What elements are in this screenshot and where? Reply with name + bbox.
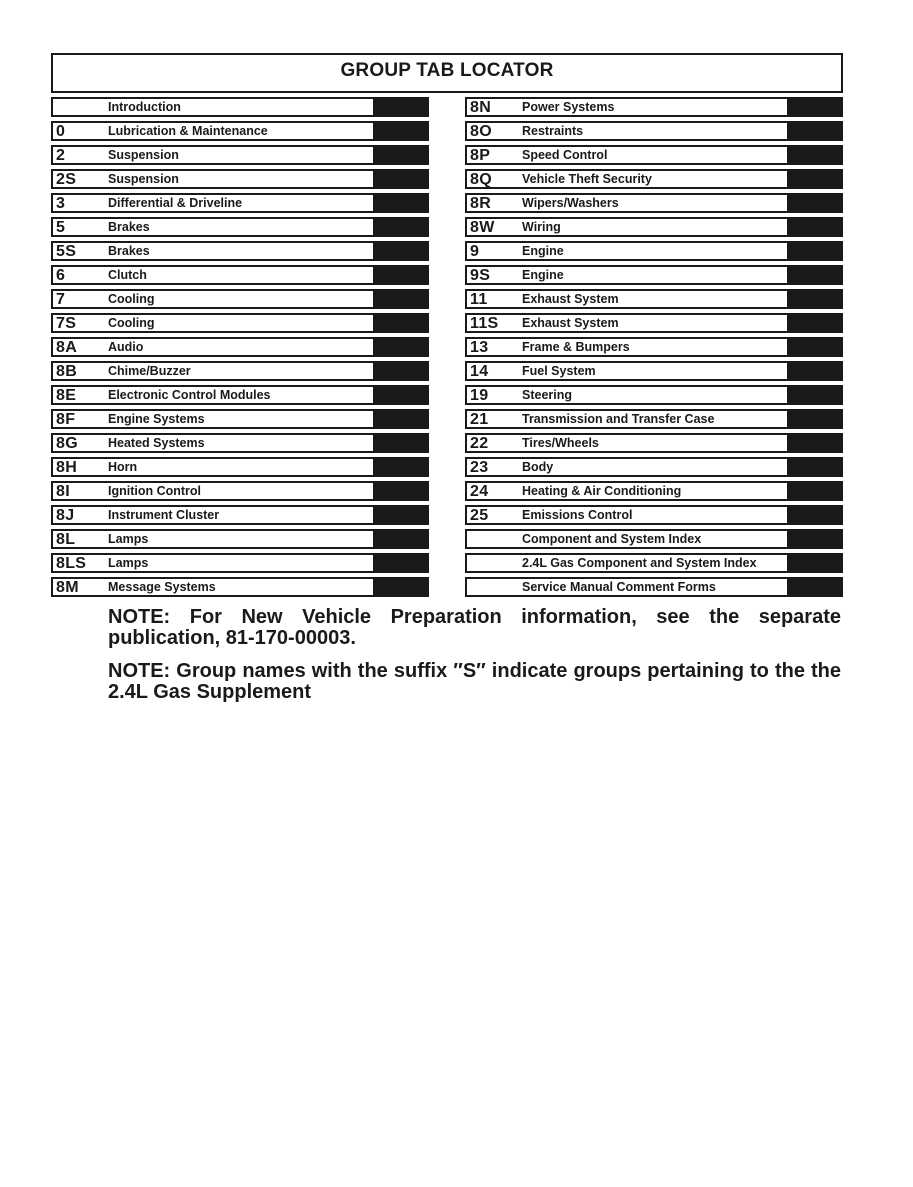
- black-tab-marker: [373, 289, 427, 309]
- black-tab-marker: [373, 97, 427, 117]
- black-tab-marker: [373, 505, 427, 525]
- group-label: Electronic Control Modules: [108, 388, 271, 402]
- group-label: Emissions Control: [522, 508, 633, 522]
- black-tab-marker: [373, 313, 427, 333]
- tab-row[interactable]: [51, 577, 429, 597]
- group-code: 8J: [56, 507, 75, 524]
- tab-row[interactable]: [465, 409, 843, 429]
- black-tab-marker: [373, 433, 427, 453]
- group-label: Brakes: [108, 244, 150, 258]
- black-tab-marker: [787, 193, 841, 213]
- title-box: [51, 53, 843, 93]
- tab-row[interactable]: [465, 121, 843, 141]
- black-tab-marker: [373, 361, 427, 381]
- group-code: 19: [470, 387, 489, 404]
- group-code: 5S: [56, 243, 77, 260]
- group-code: 8N: [470, 99, 492, 116]
- tab-row[interactable]: [51, 217, 429, 237]
- group-code: 11S: [470, 315, 499, 332]
- black-tab-marker: [373, 193, 427, 213]
- group-label: Differential & Driveline: [108, 196, 243, 210]
- page-title: GROUP TAB LOCATOR: [340, 60, 554, 81]
- group-label: Lamps: [108, 532, 149, 546]
- group-code: 8E: [56, 387, 77, 404]
- group-label: Wiring: [522, 220, 561, 234]
- tab-row[interactable]: [465, 193, 843, 213]
- group-code: 2: [56, 147, 66, 164]
- black-tab-marker: [787, 217, 841, 237]
- group-code: 5: [56, 219, 66, 236]
- group-label: Lamps: [108, 556, 149, 570]
- group-label: Frame & Bumpers: [522, 340, 630, 354]
- tab-row[interactable]: [51, 457, 429, 477]
- black-tab-marker: [787, 385, 841, 405]
- group-code: 22: [470, 435, 489, 452]
- black-tab-marker: [373, 169, 427, 189]
- black-tab-marker: [373, 337, 427, 357]
- tab-row[interactable]: [51, 337, 429, 357]
- group-label: Exhaust System: [522, 292, 619, 306]
- group-code: 8LS: [56, 555, 87, 572]
- note-suffix-s: NOTE: Group names with the suffix ″S″ indicate groups pertaining to the the 2.4L Gas Supplement: [108, 660, 841, 703]
- group-label: Fuel System: [522, 364, 596, 378]
- tab-row[interactable]: [465, 385, 843, 405]
- group-code: 24: [470, 483, 489, 500]
- black-tab-marker: [787, 361, 841, 381]
- black-tab-marker: [787, 505, 841, 525]
- group-code: 8L: [56, 531, 76, 548]
- tab-row[interactable]: [51, 313, 429, 333]
- tab-row[interactable]: [51, 409, 429, 429]
- tab-row[interactable]: [51, 121, 429, 141]
- group-label: Heating & Air Conditioning: [522, 484, 682, 498]
- tab-row[interactable]: [465, 289, 843, 309]
- group-code: 2S: [56, 171, 77, 188]
- black-tab-marker: [373, 409, 427, 429]
- black-tab-marker: [787, 241, 841, 261]
- group-code: 0: [56, 123, 66, 140]
- black-tab-marker: [787, 313, 841, 333]
- black-tab-marker: [373, 217, 427, 237]
- tab-row[interactable]: [465, 433, 843, 453]
- group-label: 2.4L Gas Component and System Index: [522, 556, 757, 570]
- group-code: 6: [56, 267, 66, 284]
- group-label: Message Systems: [108, 580, 216, 594]
- black-tab-marker: [787, 97, 841, 117]
- group-label: Engine Systems: [108, 412, 205, 426]
- tab-row[interactable]: [51, 169, 429, 189]
- group-code: 8F: [56, 411, 76, 428]
- tab-row[interactable]: [51, 241, 429, 261]
- black-tab-marker: [787, 265, 841, 285]
- tab-row[interactable]: [51, 553, 429, 573]
- group-code: 8M: [56, 579, 79, 596]
- tab-row[interactable]: [465, 169, 843, 189]
- black-tab-marker: [787, 433, 841, 453]
- tab-row[interactable]: [51, 433, 429, 453]
- group-code: 9S: [470, 267, 491, 284]
- group-label: Service Manual Comment Forms: [522, 580, 716, 594]
- group-code: 9: [470, 243, 480, 260]
- tab-row[interactable]: [465, 97, 843, 117]
- group-code: 8I: [56, 483, 70, 500]
- black-tab-marker: [787, 337, 841, 357]
- group-label: Body: [522, 460, 554, 474]
- group-label: Introduction: [108, 100, 181, 114]
- group-label: Instrument Cluster: [108, 508, 220, 522]
- black-tab-marker: [787, 529, 841, 549]
- black-tab-marker: [373, 553, 427, 573]
- group-label: Heated Systems: [108, 436, 205, 450]
- black-tab-marker: [787, 577, 841, 597]
- black-tab-marker: [787, 169, 841, 189]
- group-label: Horn: [108, 460, 138, 474]
- group-label: Ignition Control: [108, 484, 202, 498]
- group-label: Tires/Wheels: [522, 436, 599, 450]
- group-code: 8Q: [470, 171, 492, 188]
- group-label: Restraints: [522, 124, 584, 138]
- tab-row[interactable]: [465, 265, 843, 285]
- tab-row[interactable]: [51, 97, 429, 117]
- group-code: 14: [470, 363, 489, 380]
- tab-row[interactable]: [465, 553, 843, 573]
- group-code: 8H: [56, 459, 78, 476]
- black-tab-marker: [373, 241, 427, 261]
- group-label: Cooling: [108, 292, 155, 306]
- tab-row[interactable]: [51, 529, 429, 549]
- group-label: Steering: [522, 388, 573, 402]
- tab-row[interactable]: [465, 241, 843, 261]
- tab-row[interactable]: [51, 481, 429, 501]
- black-tab-marker: [787, 145, 841, 165]
- tab-row[interactable]: [465, 577, 843, 597]
- group-label: Component and System Index: [522, 532, 702, 546]
- tab-row[interactable]: [465, 361, 843, 381]
- group-code: 3: [56, 195, 66, 212]
- group-code: 23: [470, 459, 489, 476]
- group-label: Brakes: [108, 220, 150, 234]
- black-tab-marker: [373, 529, 427, 549]
- group-label: Suspension: [108, 172, 179, 186]
- tab-row[interactable]: [465, 529, 843, 549]
- black-tab-marker: [787, 289, 841, 309]
- black-tab-marker: [787, 553, 841, 573]
- tab-row[interactable]: [465, 457, 843, 477]
- group-code: 8W: [470, 219, 495, 236]
- tab-row[interactable]: [465, 337, 843, 357]
- group-code: 7: [56, 291, 66, 308]
- group-label: Engine: [522, 244, 564, 258]
- group-code: 21: [470, 411, 489, 428]
- right-tab-column: [465, 97, 843, 601]
- black-tab-marker: [373, 481, 427, 501]
- black-tab-marker: [373, 145, 427, 165]
- notes-section: [108, 607, 841, 715]
- group-label: Audio: [108, 340, 144, 354]
- group-label: Exhaust System: [522, 316, 619, 330]
- note-vehicle-preparation: NOTE: For New Vehicle Preparation information, see the separate publication, 81-170-00003.: [108, 606, 841, 649]
- black-tab-marker: [373, 457, 427, 477]
- tab-row[interactable]: [465, 481, 843, 501]
- group-code: 7S: [56, 315, 77, 332]
- group-label: Suspension: [108, 148, 179, 162]
- group-label: Wipers/Washers: [522, 196, 619, 210]
- black-tab-marker: [787, 481, 841, 501]
- group-code: 8G: [56, 435, 78, 452]
- tab-row[interactable]: [465, 505, 843, 525]
- group-code: 8B: [56, 363, 78, 380]
- group-label: Vehicle Theft Security: [522, 172, 652, 186]
- group-code: 8P: [470, 147, 491, 164]
- black-tab-marker: [373, 577, 427, 597]
- group-code: 8O: [470, 123, 492, 140]
- group-code: 8A: [56, 339, 78, 356]
- tab-row[interactable]: [51, 193, 429, 213]
- tab-row[interactable]: [51, 505, 429, 525]
- group-label: Power Systems: [522, 100, 615, 114]
- group-label: Speed Control: [522, 148, 608, 162]
- group-code: 11: [470, 291, 488, 308]
- tab-row[interactable]: [51, 385, 429, 405]
- group-code: 8R: [470, 195, 492, 212]
- tab-row[interactable]: [51, 265, 429, 285]
- black-tab-marker: [373, 385, 427, 405]
- group-code: 25: [470, 507, 489, 524]
- group-label: Clutch: [108, 268, 147, 282]
- black-tab-marker: [373, 265, 427, 285]
- group-label: Engine: [522, 268, 564, 282]
- black-tab-marker: [787, 457, 841, 477]
- tab-row[interactable]: [465, 145, 843, 165]
- left-tab-column: [51, 97, 429, 601]
- black-tab-marker: [787, 409, 841, 429]
- tab-row[interactable]: [465, 217, 843, 237]
- tab-row[interactable]: [51, 289, 429, 309]
- tab-row[interactable]: [465, 313, 843, 333]
- group-label: Lubrication & Maintenance: [108, 124, 268, 138]
- group-label: Chime/Buzzer: [108, 364, 191, 378]
- group-label: Transmission and Transfer Case: [522, 412, 715, 426]
- tab-row[interactable]: [51, 145, 429, 165]
- black-tab-marker: [373, 121, 427, 141]
- tab-row[interactable]: [51, 361, 429, 381]
- black-tab-marker: [787, 121, 841, 141]
- group-code: 13: [470, 339, 489, 356]
- group-label: Cooling: [108, 316, 155, 330]
